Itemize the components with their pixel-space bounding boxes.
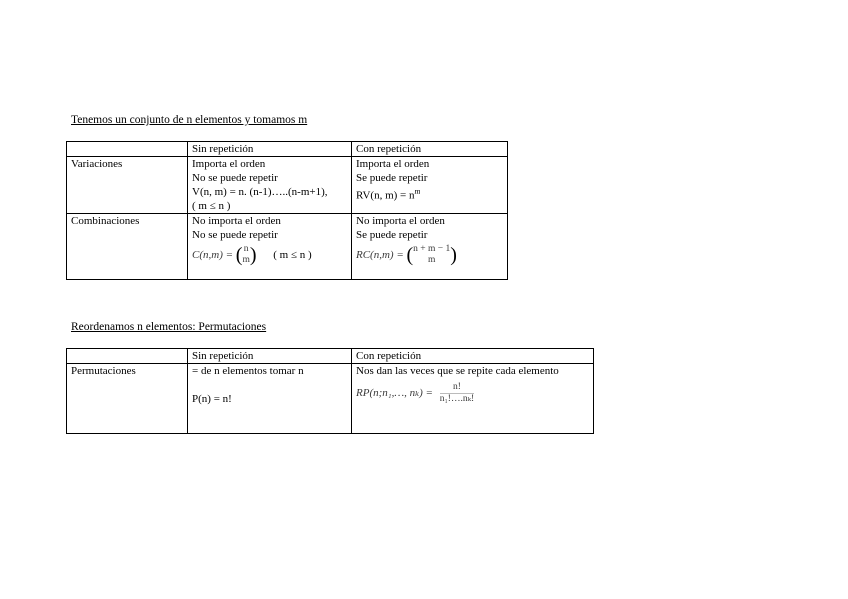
cell-line: Nos dan las veces que se repite cada elemento (356, 365, 559, 377)
cell-line: No importa el orden (192, 215, 281, 227)
variaciones-formula: V(n, m) = n. (n-1)…..(n-m+1), (192, 186, 328, 198)
combinaciones-sin-cell (188, 214, 352, 280)
heading-combinatorics: Tenemos un conjunto de n elementos y tomamos m (71, 114, 308, 126)
cell-line: = de n elementos tomar n (192, 365, 304, 377)
variaciones-sin-cell (188, 157, 352, 214)
header-empty-cell (67, 349, 188, 364)
cell-line: No importa el orden (356, 215, 445, 227)
combinaciones-con-cell (352, 214, 508, 280)
permutaciones-formula: P(n) = n! (192, 393, 232, 405)
permutaciones-sin-cell (188, 364, 352, 434)
cell-line: No se puede repetir (192, 229, 278, 241)
header-con-repeticion: Con repetición (352, 142, 508, 157)
table-row-permutaciones (67, 364, 594, 434)
cell-line: Importa el orden (192, 158, 266, 170)
table-header-row (67, 349, 594, 364)
heading-permutations: Reordenamos n elementos: Permutaciones (71, 321, 267, 333)
cell-line: Se puede repetir (356, 229, 428, 241)
header-empty-cell (67, 142, 188, 157)
cell-line: No se puede repetir (192, 172, 278, 184)
table-row-combinaciones (67, 214, 508, 280)
combinaciones-formula: C(n,m) = ( n m ) ( m ≤ n ) (192, 244, 312, 266)
variaciones-con-cell (352, 157, 508, 214)
permutations-table (66, 348, 594, 434)
cell-line: Importa el orden (356, 158, 430, 170)
rc-formula: RC(n,m) = ( n + m − 1 m ) (356, 244, 457, 266)
header-con-repeticion: Con repetición (352, 349, 594, 364)
combinations-table (66, 141, 508, 280)
table-row-variaciones (67, 157, 508, 214)
rv-formula: RV(n, $m) = n^m$ (356, 187, 421, 202)
rp-formula: RP(n;n₁,…, nₖ) = $\frac{n!}{\text{n₁!….nₖ!}}$ (356, 382, 475, 404)
permutaciones-con-cell (352, 364, 594, 434)
row-label-permutaciones: Permutaciones (67, 364, 188, 434)
table-header-row (67, 142, 508, 157)
header-sin-repeticion: Sin repetición (188, 349, 352, 364)
header-sin-repeticion: Sin repetición (188, 142, 352, 157)
row-label-variaciones: Variaciones (67, 157, 188, 214)
variaciones-condition: ( m ≤ n ) (192, 200, 231, 212)
cell-line: Se puede repetir (356, 172, 428, 184)
row-label-combinaciones: Combinaciones (67, 214, 188, 280)
